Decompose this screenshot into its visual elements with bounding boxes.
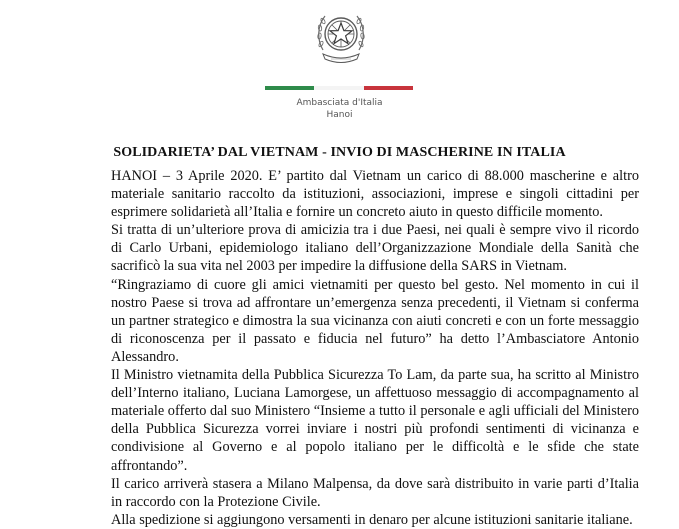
paragraph: Il Ministro vietnamita della Pubblica Sicurezza To Lam, da parte sua, ha scritto al Ministro dell’Interno italiano, Luciana Lamorgese, un affettuoso messaggio di accompagnamento al materiale offerto dal suo Ministero “Insieme a tutto il personale e agli ufficiali del Ministero della Pubblica Sicurezza vorrei inviare i nostri più profondi sentimenti di vicinanza e condivisione al Governo e al popolo italiano per le difficoltà e le sfide che state affrontando”. — [111, 367, 639, 474]
flag-white — [314, 86, 363, 90]
embassy-city: Hanoi — [326, 110, 353, 120]
paragraph: HANOI – 3 Aprile 2020. E’ partito dal Vietnam un carico di 88.000 mascherine e altro materiale sanitario raccolto da istituzioni, associazioni, imprese e singoli cittadini per esprimere solidarietà all’Italia e fornire un concreto aiuto in questo difficile momento. — [111, 168, 639, 221]
embassy-name: Ambasciata d'Italia — [296, 98, 383, 108]
press-release-title: SOLIDARIETA’ DAL VIETNAM - INVIO DI MASCHERINE IN ITALIA — [113, 145, 566, 160]
paragraph: Il carico arriverà stasera a Milano Malpensa, da dove sarà distribuito in varie parti d’Italia in raccordo con la Protezione Civile. — [111, 475, 639, 510]
letterhead — [0, 0, 679, 128]
paragraph: “Ringraziamo di cuore gli amici vietnamiti per questo bel gesto. Nel momento in cui il nostro Paese si trova ad affrontare un’emergenza senza precedenti, il Vietnam si conferma un partner strategico e dimostra la sua vicinanza con aiuti concreti e con un forte messaggio di riconoscenza per il passato e fiducia nel futuro” ha detto l’Ambasciatore Antonio Alessandro. — [111, 276, 639, 365]
flag-red — [364, 86, 413, 90]
tricolore-stripe — [265, 86, 413, 90]
flag-green — [265, 86, 314, 90]
paragraph: Si tratta di un’ulteriore prova di amicizia tra i due Paesi, nei quali è sempre vivo il ricordo di Carlo Urbani, epidemiologo italiano dell’Organizzazione Mondiale della Sanità che sacrificò la sua vita nel 2003 per impedire la diffusione della SARS in Vietnam. — [111, 222, 639, 275]
paragraph: Alla spedizione si aggiungono versamenti in denaro per alcune istituzioni sanitarie italiane. — [111, 511, 633, 528]
italian-republic-emblem-icon — [313, 6, 369, 74]
press-release-body — [111, 167, 639, 529]
